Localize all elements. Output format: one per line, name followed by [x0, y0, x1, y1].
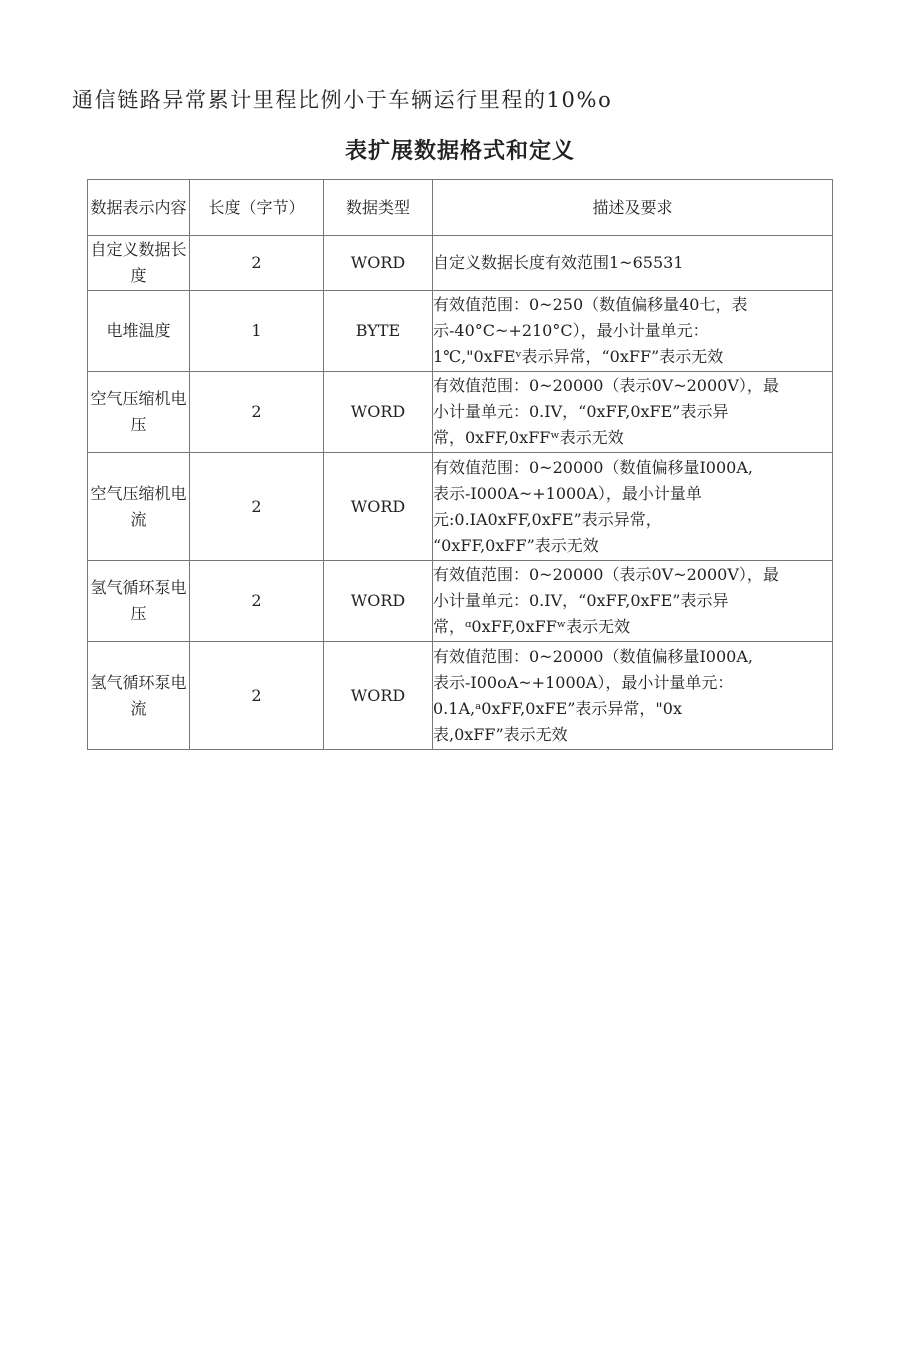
- header-data-content: 数据表示内容: [88, 180, 190, 236]
- table-row: [88, 236, 833, 291]
- row-length: 2: [190, 236, 324, 291]
- table-title: 表扩展数据格式和定义: [344, 139, 575, 164]
- table-row: [88, 372, 833, 453]
- row-length: 2: [190, 561, 324, 642]
- extension-data-table: [87, 179, 833, 750]
- row-type: WORD: [324, 236, 433, 291]
- row-description: 有效值范围：0~20000（数值偏移量I000A, 表示-I000A~+1000A），最小计量单 元:0.IA0xFF,0xFE”表示异常， “0xFF,0xFF”表示无效: [433, 453, 833, 561]
- row-name: 氢气循环泵电压: [88, 561, 190, 642]
- row-type: WORD: [324, 642, 433, 750]
- intro-paragraph: 通信链路异常累计里程比例小于车辆运行里程的10%o: [72, 88, 613, 112]
- row-type: BYTE: [324, 291, 433, 372]
- row-length: 1: [190, 291, 324, 372]
- row-description: 有效值范围：0~20000（数值偏移量I000A, 表示-I00oA~+1000A），最小计量单元： 0.1A,ᵃ0xFF,0xFE”表示异常，"0x 表,0xFF”表示无效: [433, 642, 833, 750]
- row-name: 空气压缩机电流: [88, 453, 190, 561]
- row-description: 有效值范围：0~20000（表示0V~2000V），最 小计量单元：0.IV，“0xFF,0xFE”表示异 常，0xFF,0xFFʷ表示无效: [433, 372, 833, 453]
- row-length: 2: [190, 642, 324, 750]
- row-name: 自定义数据长度: [88, 236, 190, 291]
- header-data-type: 数据类型: [324, 180, 433, 236]
- table-row: [88, 291, 833, 372]
- table-header-row: [88, 180, 833, 236]
- row-description: 有效值范围：0~20000（表示0V~2000V），最 小计量单元：0.IV，“0xFF,0xFE”表示异 常，ᵅ0xFF,0xFFʷ表示无效: [433, 561, 833, 642]
- row-name: 电堆温度: [88, 291, 190, 372]
- row-length: 2: [190, 372, 324, 453]
- row-type: WORD: [324, 453, 433, 561]
- row-name: 氢气循环泵电流: [88, 642, 190, 750]
- table-row: [88, 561, 833, 642]
- table-row: [88, 453, 833, 561]
- row-description: 有效值范围：0~250（数值偏移量40七，表 示-40°C~+210°C），最小计量单元： 1℃,"0xFEᵛ表示异常，“0xFF”表示无效: [433, 291, 833, 372]
- row-name: 空气压缩机电压: [88, 372, 190, 453]
- row-length: 2: [190, 453, 324, 561]
- header-length: 长度（字节）: [190, 180, 324, 236]
- row-description: 自定义数据长度有效范围1~65531: [433, 236, 833, 291]
- row-type: WORD: [324, 561, 433, 642]
- table-row: [88, 642, 833, 750]
- row-type: WORD: [324, 372, 433, 453]
- header-description: 描述及要求: [433, 180, 833, 236]
